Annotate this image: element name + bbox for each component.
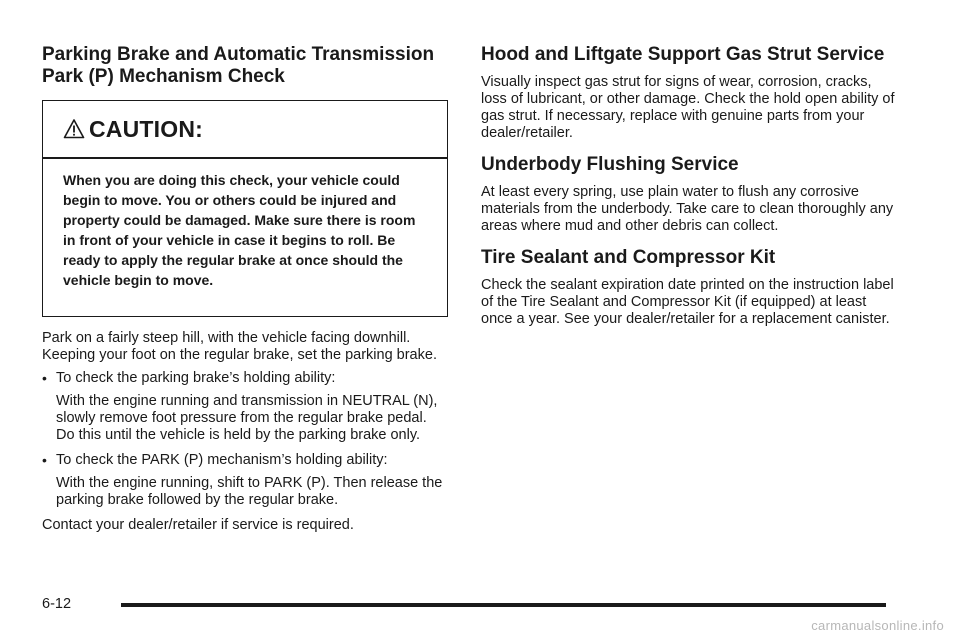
list-item-heading: To check the parking brake’s holding ability: [56, 370, 336, 386]
bullet-icon: • [42, 452, 47, 468]
list-item [42, 452, 448, 509]
list-item-detail: With the engine running and transmission in NEUTRAL (N), slowly remove foot pressure from the regular brake pedal. Do this until the vehicle is held by the parking brake only. [56, 393, 438, 443]
intro-paragraph: Park on a fairly steep hill, with the vehicle facing downhill. Keeping your foot on the regular brake, set the parking brake. [42, 330, 437, 363]
page-number: 6-12 [42, 596, 72, 612]
warning-triangle-icon [63, 118, 85, 140]
right-column [481, 44, 901, 328]
bullet-icon: • [42, 370, 47, 386]
left-column [42, 44, 448, 534]
section-heading-underbody: Underbody Flushing Service [481, 154, 739, 175]
section-underbody [481, 154, 901, 235]
check-list [42, 370, 448, 509]
footer-rule [121, 603, 886, 607]
list-item [42, 370, 448, 444]
closing-paragraph: Contact your dealer/retailer if service is required. [42, 517, 354, 533]
section-text-tire-sealant: Check the sealant expiration date printed on the instruction label of the Tire Sealant and Compressor Kit (if equipped) at least once a year. See your dealer/retailer for a replacement canister. [481, 277, 894, 327]
section-heading-gas-strut: Hood and Liftgate Support Gas Strut Service [481, 44, 885, 65]
list-item-detail: With the engine running, shift to PARK (P). Then release the parking brake followed by the regular brake. [56, 475, 443, 508]
list-item-heading: To check the PARK (P) mechanism’s holding ability: [56, 452, 388, 468]
section-text-gas-strut: Visually inspect gas strut for signs of wear, corrosion, cracks, loss of lubricant, or other damage. Check the hold open ability of gas strut. If necessary, replace with genuine parts from your dealer/retailer. [481, 74, 895, 141]
section-tire-sealant [481, 247, 901, 328]
section-heading-tire-sealant: Tire Sealant and Compressor Kit [481, 247, 776, 268]
watermark: carmanualsonline.info [811, 618, 944, 633]
caution-title: CAUTION: [89, 115, 204, 142]
section-gas-strut [481, 44, 901, 142]
section-text-underbody: At least every spring, use plain water to flush any corrosive materials from the underbody. Take care to clean thoroughly any areas where mud and other debris can collect. [481, 184, 894, 234]
caution-box [42, 100, 448, 317]
section-heading-parking-brake: Parking Brake and Automatic Transmission Park (P) Mechanism Check [42, 44, 435, 87]
caution-text: When you are doing this check, your vehicle could begin to move. You or others could be injured and property could be damaged. Make sure there is room in front of your vehicle in case it begins to roll. Be ready to apply the regular brake at once should the vehicle begin to move. [63, 172, 416, 288]
caution-header [43, 101, 447, 159]
